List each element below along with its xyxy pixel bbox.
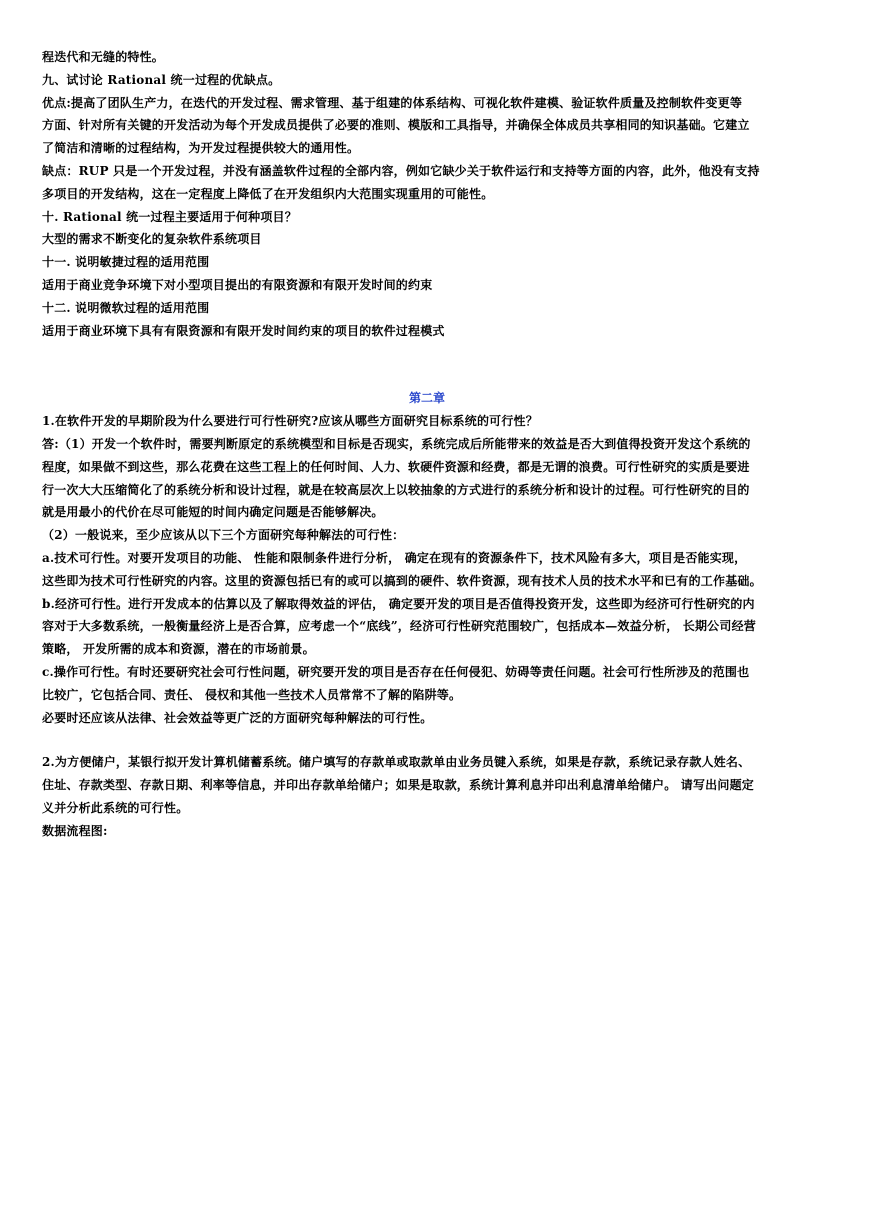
text-line: a.技术可行性。对要开发项目的功能、 性能和限制条件进行分析， 确定在现有的资源条件下，技术风险有多大，项目是否能实现， bbox=[42, 550, 747, 565]
question-heading: 2.为方便储户，某银行拟开发计算机储蓄系统。储户填写的存款单或取款单由业务员键入系统，如果是存款，系统记录存款人姓名、 bbox=[42, 755, 751, 770]
text-line: 多项目的开发结构，这在一定程度上降低了在开发组织内大范围实现重用的可能性。 bbox=[42, 186, 494, 201]
text-line: 程迭代和无缝的特性。 bbox=[42, 50, 165, 64]
text-line: 程度，如果做不到这些，那么花费在这些工程上的任何时间、人力、软硬件资源和经费，都是无谓的浪费。可行性研究的实质是要进 bbox=[42, 459, 750, 474]
text-line: 数据流程图: bbox=[42, 823, 108, 838]
spacer bbox=[42, 342, 812, 387]
question-heading: 十一. 说明敏捷过程的适用范围 bbox=[42, 255, 210, 270]
text-line: 缺点：RUP 只是一个开发过程，并没有涵盖软件过程的全部内容，例如它缺少关于软件运行和支持等方面的内容，此外，他没有支持 bbox=[42, 163, 760, 178]
text-line: 必要时还应该从法律、社会效益等更广泛的方面研究每种解法的可行性。 bbox=[42, 710, 433, 725]
text-line: 方面、针对所有关键的开发活动为每个开发成员提供了必要的准则、模版和工具指导，并确保全体成员共享相同的知识基础。它建立 bbox=[42, 118, 750, 133]
text-line: 适用于商业环境下具有有限资源和有限开发时间约束的项目的软件过程模式 bbox=[42, 323, 445, 338]
question-heading: 十二. 说明微软过程的适用范围 bbox=[42, 300, 210, 315]
text-line: 容对于大多数系统，一般衡量经济上是否合算，应考虑一个“底线”，经济可行性研究范围较广，包括成本—效益分析， 长期公司经营 bbox=[42, 619, 756, 634]
question-heading: 九、试讨论 Rational 统一过程的优缺点。 bbox=[42, 72, 281, 87]
text-line: 就是用最小的代价在尽可能短的时间内确定问题是否能够解决。 bbox=[42, 505, 384, 520]
text-line: c.操作可行性。有时还要研究社会可行性问题，研究要开发的项目是否存在任何侵犯、妨碍等责任问题。社会可行性所涉及的范围也 bbox=[42, 664, 750, 679]
spacer bbox=[42, 729, 812, 751]
document-page bbox=[42, 46, 812, 843]
text-line: 策略， 开发所需的成本和资源，潜在的市场前景。 bbox=[42, 642, 315, 657]
text-line: b.经济可行性。进行开发成本的估算以及了解取得效益的评估， 确定要开发的项目是否值得投资开发，这些即为经济可行性研究的内 bbox=[42, 596, 755, 611]
question-2-block bbox=[42, 751, 812, 842]
section-rup bbox=[42, 46, 812, 342]
question-heading: 十. Rational 统一过程主要适用于何种项目？ bbox=[42, 209, 297, 224]
text-line: 优点:提高了团队生产力，在迭代的开发过程、需求管理、基于组建的体系结构、可视化软件建模、验证软件质量及控制软件变更等 bbox=[42, 95, 743, 110]
text-line: 适用于商业竞争环境下对小型项目提出的有限资源和有限开发时间的约束 bbox=[42, 277, 433, 292]
question-heading: 1.在软件开发的早期阶段为什么要进行可行性研究?应该从哪些方面研究目标系统的可行性？ bbox=[42, 414, 538, 429]
question-heading: 住址、存款类型、存款日期、利率等信息，并印出存款单给储户；如果是取款，系统计算利息并印出利息清单给储户。 请写出问题定 bbox=[42, 778, 754, 793]
question-1-block bbox=[42, 410, 812, 729]
text-line: 行一次大大压缩简化了的系统分析和设计过程，就是在较高层次上以较抽象的方式进行的系统分析和设计的过程。可行性研究的目的 bbox=[42, 482, 750, 497]
text-line: 比较广，它包括合同、责任、 侵权和其他一些技术人员常常不了解的陷阱等。 bbox=[42, 687, 462, 702]
text-line: 答:（1）开发一个软件时，需要判断原定的系统模型和目标是否现实，系统完成后所能带来的效益是否大到值得投资开发这个系统的 bbox=[42, 436, 751, 451]
chapter-title: 第二章 bbox=[408, 391, 445, 406]
question-heading: 义并分析此系统的可行性。 bbox=[42, 800, 189, 815]
text-line: （2）一般说来，至少应该从以下三个方面研究每种解法的可行性： bbox=[42, 528, 405, 543]
text-line: 这些即为技术可行性研究的内容。这里的资源包括已有的或可以搞到的硬件、软件资源，现有技术人员的技术水平和已有的工作基础。 bbox=[42, 573, 762, 588]
text-line: 了简洁和清晰的过程结构，为开发过程提供较大的通用性。 bbox=[42, 141, 360, 156]
text-line: 大型的需求不断变化的复杂软件系统项目 bbox=[42, 232, 262, 247]
